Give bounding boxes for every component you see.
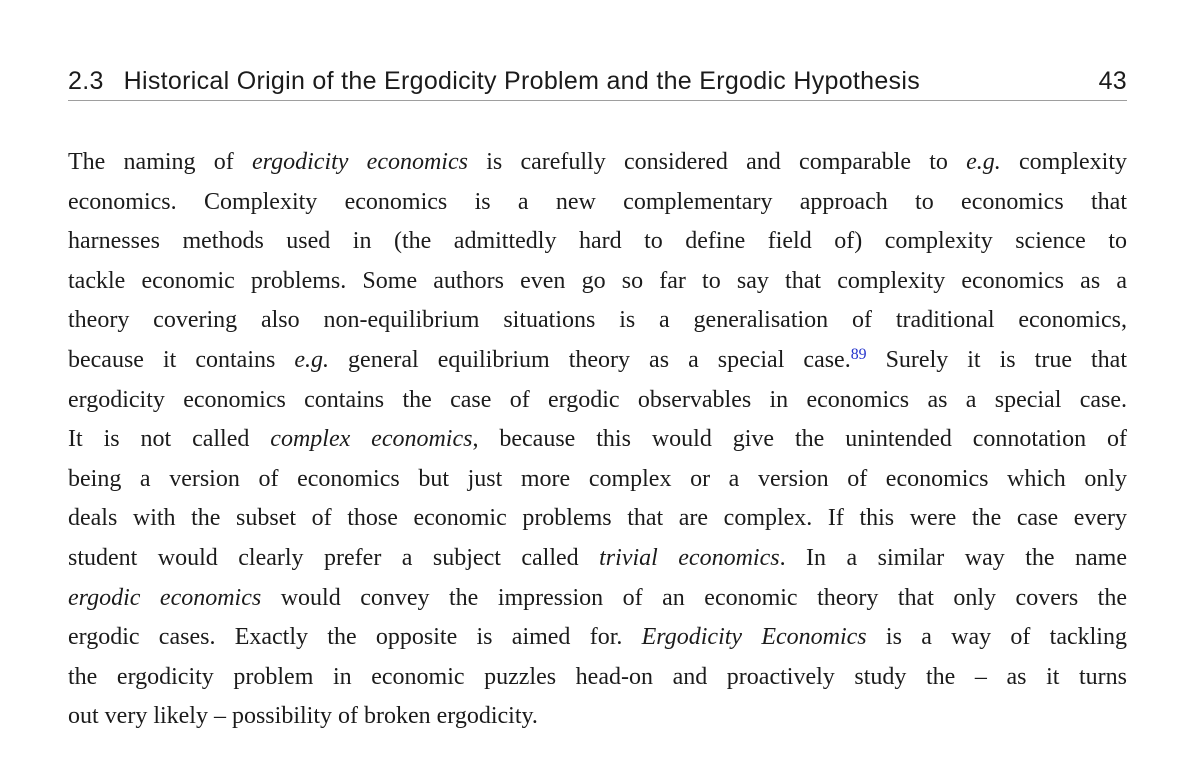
text-run: Surely it is true that [866,346,1127,373]
text-run: ergodicity economics contains the case of ergodic observables in economics as a special case. [68,386,1127,413]
text-run: general equilibrium theory as a special case. [329,346,851,373]
text-run: The naming of [68,149,253,175]
text-line [68,381,1127,421]
text-run: tackle economic problems. Some authors even go so far to say that complexity economics as a [68,267,1127,294]
text-line [68,499,1127,539]
text-run: complexity [1000,149,1128,175]
italic-text: ergodic economics [68,584,262,611]
text-line [68,420,1127,460]
section-heading [68,69,920,94]
text-run: the ergodicity problem in economic puzzles head-on and proactively study the – as it turns [68,663,1127,690]
text-line [68,262,1127,302]
text-run: harnesses methods used in (the admittedly hard to define field of) complexity science to [68,228,1127,255]
text-run: being a version of economics but just more complex or a version of economics which only [68,465,1127,492]
text-run: . In a similar way the name [779,544,1127,571]
italic-text: ergodicity economics [252,149,468,175]
italic-text: e.g. [294,346,330,373]
text-run: would convey the impression of an economic theory that only covers the [261,584,1127,611]
footnote-ref-link[interactable]: 89 [850,346,867,364]
text-run: because it contains [68,346,295,373]
text-line [68,143,1127,183]
text-line [68,579,1127,619]
text-run: student would clearly prefer a subject called [68,544,600,571]
page-number: 43 [1098,67,1127,95]
text-line [68,301,1127,341]
text-run: ergodic cases. Exactly the opposite is aimed for. [68,624,642,651]
text-run: out very likely – possibility of broken ergodicity. [68,703,538,730]
text-line [68,222,1127,262]
text-run: , because this would give the unintended connotation of [472,426,1127,453]
section-number: 2.3 [68,67,104,95]
italic-text: complex economics [270,426,473,453]
text-run: economics. Complexity economics is a new complementary approach to economics that [68,188,1127,215]
running-header [68,69,1127,94]
text-line [68,460,1127,500]
text-line [68,183,1127,223]
italic-text: Ergodicity Economics [641,624,867,651]
text-line [68,539,1127,579]
text-line [68,658,1127,698]
section-title: Historical Origin of the Ergodicity Problem and the Ergodic Hypothesis [123,67,921,95]
text-line [68,618,1127,658]
text-run: theory covering also non-equilibrium situations is a generalisation of traditional economics, [68,307,1127,334]
text-run: is a way of tackling [866,624,1127,651]
body-paragraph [68,143,1127,737]
text-line [68,341,1127,381]
italic-text: trivial economics [599,544,780,571]
text-run: It is not called [68,426,271,453]
text-run: deals with the subset of those economic problems that are complex. If this were the case every [68,505,1127,532]
text-run: is carefully considered and comparable to [467,149,967,175]
header-rule [68,100,1127,101]
italic-text: e.g. [966,149,1001,175]
text-line [68,697,1127,737]
